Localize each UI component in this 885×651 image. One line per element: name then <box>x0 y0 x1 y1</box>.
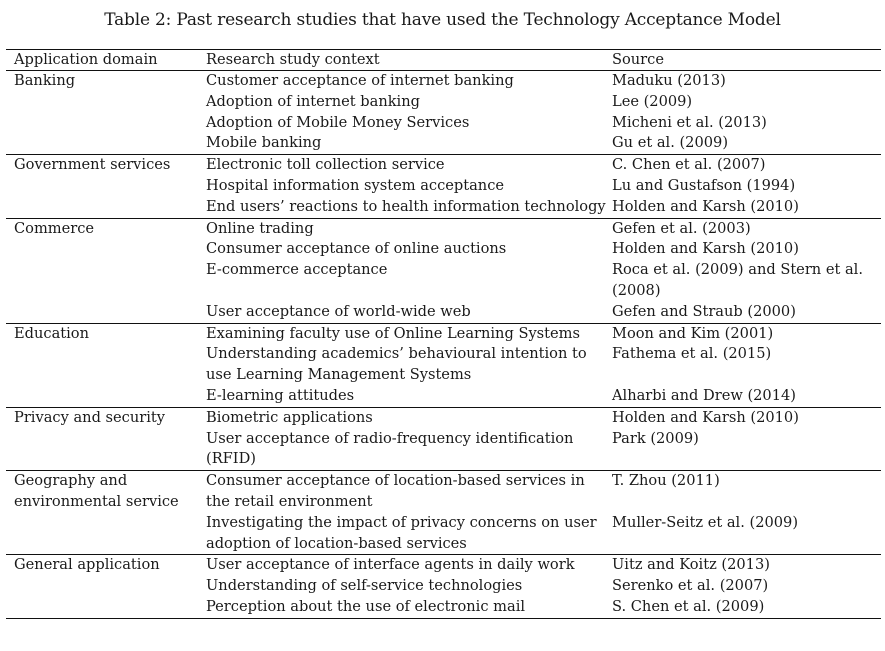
application-domain-cell <box>6 429 206 471</box>
research-context-cell: Hospital information system acceptance <box>206 176 505 194</box>
table-body <box>6 50 881 619</box>
research-context-cell: End users’ reactions to health information technology <box>206 197 606 215</box>
source-cell: Park (2009) <box>612 429 699 447</box>
source-cell: Lu and Gustafson (1994) <box>612 176 796 194</box>
table-row <box>6 155 881 176</box>
source-cell: Uitz and Koitz (2013) <box>612 555 881 576</box>
source-cell: Gefen and Straub (2000) <box>612 302 796 320</box>
header-source: Source <box>612 50 881 71</box>
source-cell: Roca et al. (2009) and Stern et al. (2008) <box>612 261 863 299</box>
table-row <box>6 344 881 386</box>
application-domain-cell <box>6 576 206 597</box>
table-row <box>6 323 881 344</box>
research-context-cell: Investigating the impact of privacy concerns on user adoption of location-based services <box>206 513 597 552</box>
research-context-cell: E-commerce acceptance <box>206 261 388 279</box>
table-row <box>6 302 881 323</box>
application-domain-cell <box>6 176 206 197</box>
table-row <box>6 429 881 471</box>
table-row <box>6 239 881 260</box>
research-context-cell: User acceptance of interface agents in daily work <box>206 555 612 576</box>
table-header-row <box>6 50 881 71</box>
research-context-cell: Perception about the use of electronic mail <box>206 597 612 618</box>
source-cell: Muller-Seitz et al. (2009) <box>612 513 799 531</box>
source-cell: S. Chen et al. (2009) <box>612 597 881 618</box>
table-row <box>6 597 881 618</box>
table-row <box>6 71 881 92</box>
source-cell: Alharbi and Drew (2014) <box>612 386 796 404</box>
source-cell: C. Chen et al. (2007) <box>612 155 881 176</box>
research-context-cell: Biometric applications <box>206 407 612 428</box>
research-context-cell: Examining faculty use of Online Learning Systems <box>206 323 612 344</box>
source-cell: Maduku (2013) <box>612 71 881 92</box>
application-domain-cell <box>6 239 206 260</box>
source-cell: Gu et al. (2009) <box>612 134 729 152</box>
table-row <box>6 176 881 197</box>
table-row <box>6 113 881 134</box>
application-domain-cell: Education <box>6 323 206 344</box>
header-research-study-context: Research study context <box>206 50 612 71</box>
research-context-cell: Adoption of internet banking <box>206 92 420 110</box>
research-context-cell: Customer acceptance of internet banking <box>206 71 612 92</box>
source-cell: Serenko et al. (2007) <box>612 577 769 595</box>
research-context-cell: Consumer acceptance of location-based services in the retail environment <box>206 471 612 513</box>
research-context-cell: Consumer acceptance of online auctions <box>206 240 507 258</box>
source-cell: Micheni et al. (2013) <box>612 113 767 131</box>
source-cell: Moon and Kim (2001) <box>612 323 881 344</box>
research-context-cell: Mobile banking <box>206 134 322 152</box>
application-domain-cell <box>6 302 206 323</box>
application-domain-cell <box>6 92 206 113</box>
table-row <box>6 513 881 555</box>
research-context-cell: Understanding of self-service technologies <box>206 577 523 595</box>
research-context-cell: User acceptance of radio-frequency identification (RFID) <box>206 429 574 468</box>
source-cell: Holden and Karsh (2010) <box>612 240 799 258</box>
research-context-cell: User acceptance of world-wide web <box>206 302 471 320</box>
application-domain-cell <box>6 513 206 555</box>
application-domain-cell <box>6 197 206 218</box>
source-cell: Gefen et al. (2003) <box>612 218 881 239</box>
research-context-cell: Adoption of Mobile Money Services <box>206 113 470 131</box>
table-row <box>6 197 881 218</box>
application-domain-cell: Government services <box>6 155 206 176</box>
table-row <box>6 576 881 597</box>
table-row <box>6 386 881 407</box>
table-row <box>6 92 881 113</box>
table-row <box>6 407 881 428</box>
application-domain-cell: Geography and environmental service <box>6 471 206 513</box>
header-application-domain: Application domain <box>6 50 206 71</box>
application-domain-cell <box>6 260 206 302</box>
application-domain-cell <box>6 133 206 154</box>
research-studies-table <box>6 49 881 619</box>
application-domain-cell <box>6 344 206 386</box>
application-domain-cell <box>6 386 206 407</box>
application-domain-cell: Commerce <box>6 218 206 239</box>
source-cell: T. Zhou (2011) <box>612 471 881 513</box>
application-domain-cell <box>6 597 206 618</box>
research-context-cell: Online trading <box>206 218 612 239</box>
research-context-cell: E-learning attitudes <box>206 386 355 404</box>
source-cell: Holden and Karsh (2010) <box>612 407 881 428</box>
source-cell: Holden and Karsh (2010) <box>612 197 799 215</box>
research-context-cell: Understanding academics’ behavioural intention to use Learning Management Systems <box>206 345 587 384</box>
table-row <box>6 260 881 302</box>
table-row <box>6 133 881 154</box>
table-row <box>6 218 881 239</box>
application-domain-cell: Privacy and security <box>6 407 206 428</box>
table-caption: Table 2: Past research studies that have used the Technology Acceptance Model <box>104 10 781 30</box>
table-row <box>6 471 881 513</box>
source-cell: Fathema et al. (2015) <box>612 345 772 363</box>
research-context-cell: Electronic toll collection service <box>206 155 612 176</box>
table-row <box>6 555 881 576</box>
application-domain-cell: Banking <box>6 71 206 92</box>
application-domain-cell: General application <box>6 555 206 576</box>
source-cell: Lee (2009) <box>612 92 693 110</box>
application-domain-cell <box>6 113 206 134</box>
